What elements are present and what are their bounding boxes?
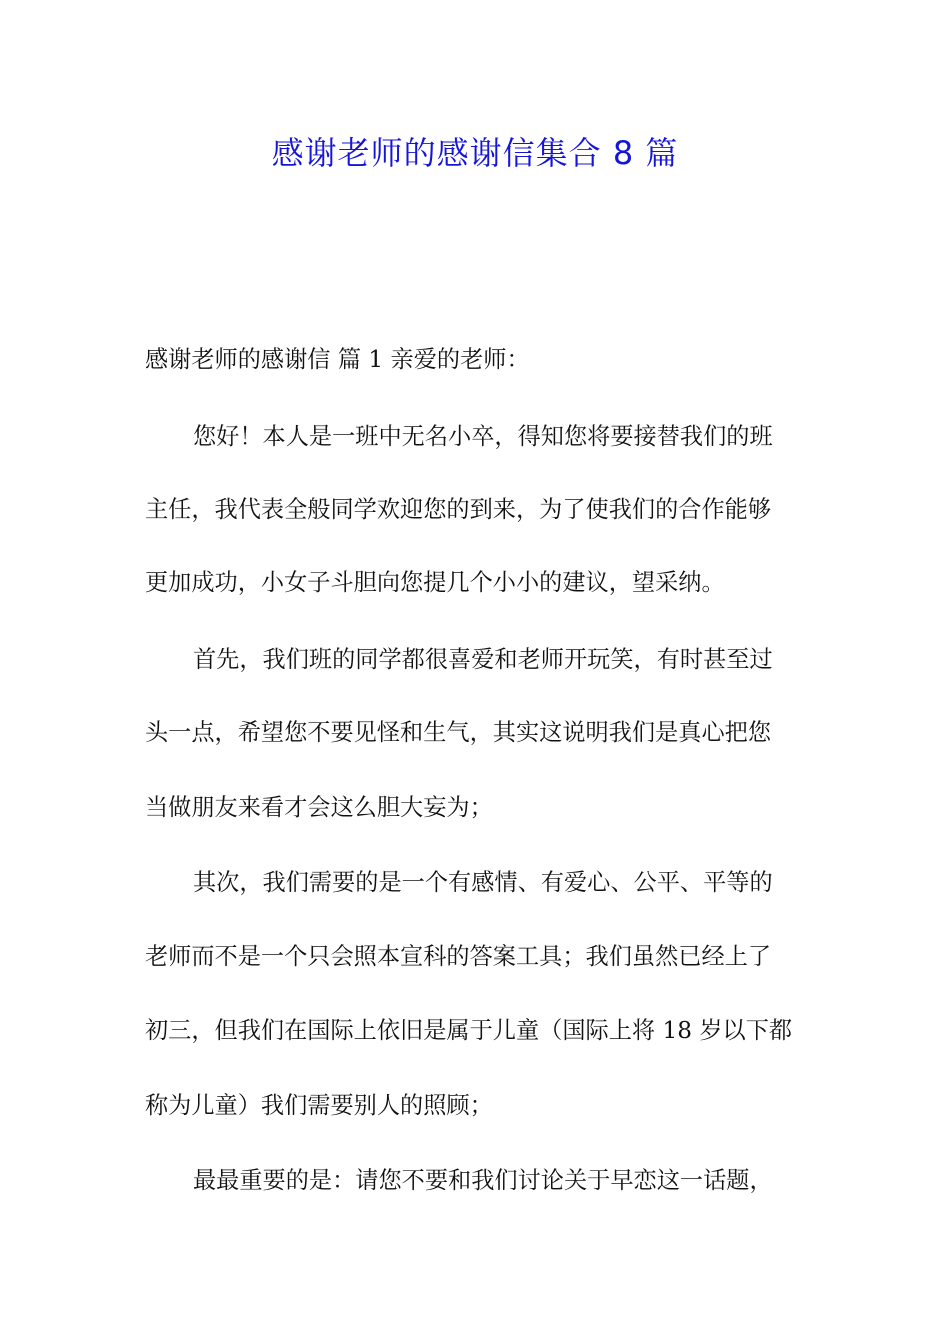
section-heading-line: 感谢老师的感谢信 篇 1 亲爱的老师： bbox=[145, 346, 530, 373]
paragraph-line: 称为儿童）我们需要别人的照顾； bbox=[145, 1092, 493, 1119]
paragraph-line: 当做朋友来看才会这么胆大妄为； bbox=[145, 794, 493, 821]
document-title: 感谢老师的感谢信集合 8 篇 bbox=[271, 134, 679, 172]
paragraph-line: 头一点，希望您不要见怪和生气，其实这说明我们是真心把您 bbox=[145, 719, 772, 746]
paragraph-line: 最最重要的是：请您不要和我们讨论关于早恋这一话题， bbox=[193, 1167, 773, 1194]
paragraph-line: 老师而不是一个只会照本宣科的答案工具；我们虽然已经上了 bbox=[145, 943, 772, 970]
paragraph-line: 更加成功，小女子斗胆向您提几个小小的建议，望采纳。 bbox=[145, 569, 725, 596]
paragraph-line: 其次，我们需要的是一个有感情、有爱心、公平、平等的 bbox=[193, 869, 773, 896]
paragraph-line: 初三，但我们在国际上依旧是属于儿童（国际上将 18 岁以下都 bbox=[145, 1017, 793, 1044]
paragraph-line: 首先，我们班的同学都很喜爱和老师开玩笑，有时甚至过 bbox=[193, 646, 773, 673]
paragraph-line: 您好！本人是一班中无名小卒，得知您将要接替我们的班 bbox=[193, 423, 773, 450]
paragraph-line: 主任，我代表全般同学欢迎您的到来，为了使我们的合作能够 bbox=[145, 496, 772, 523]
